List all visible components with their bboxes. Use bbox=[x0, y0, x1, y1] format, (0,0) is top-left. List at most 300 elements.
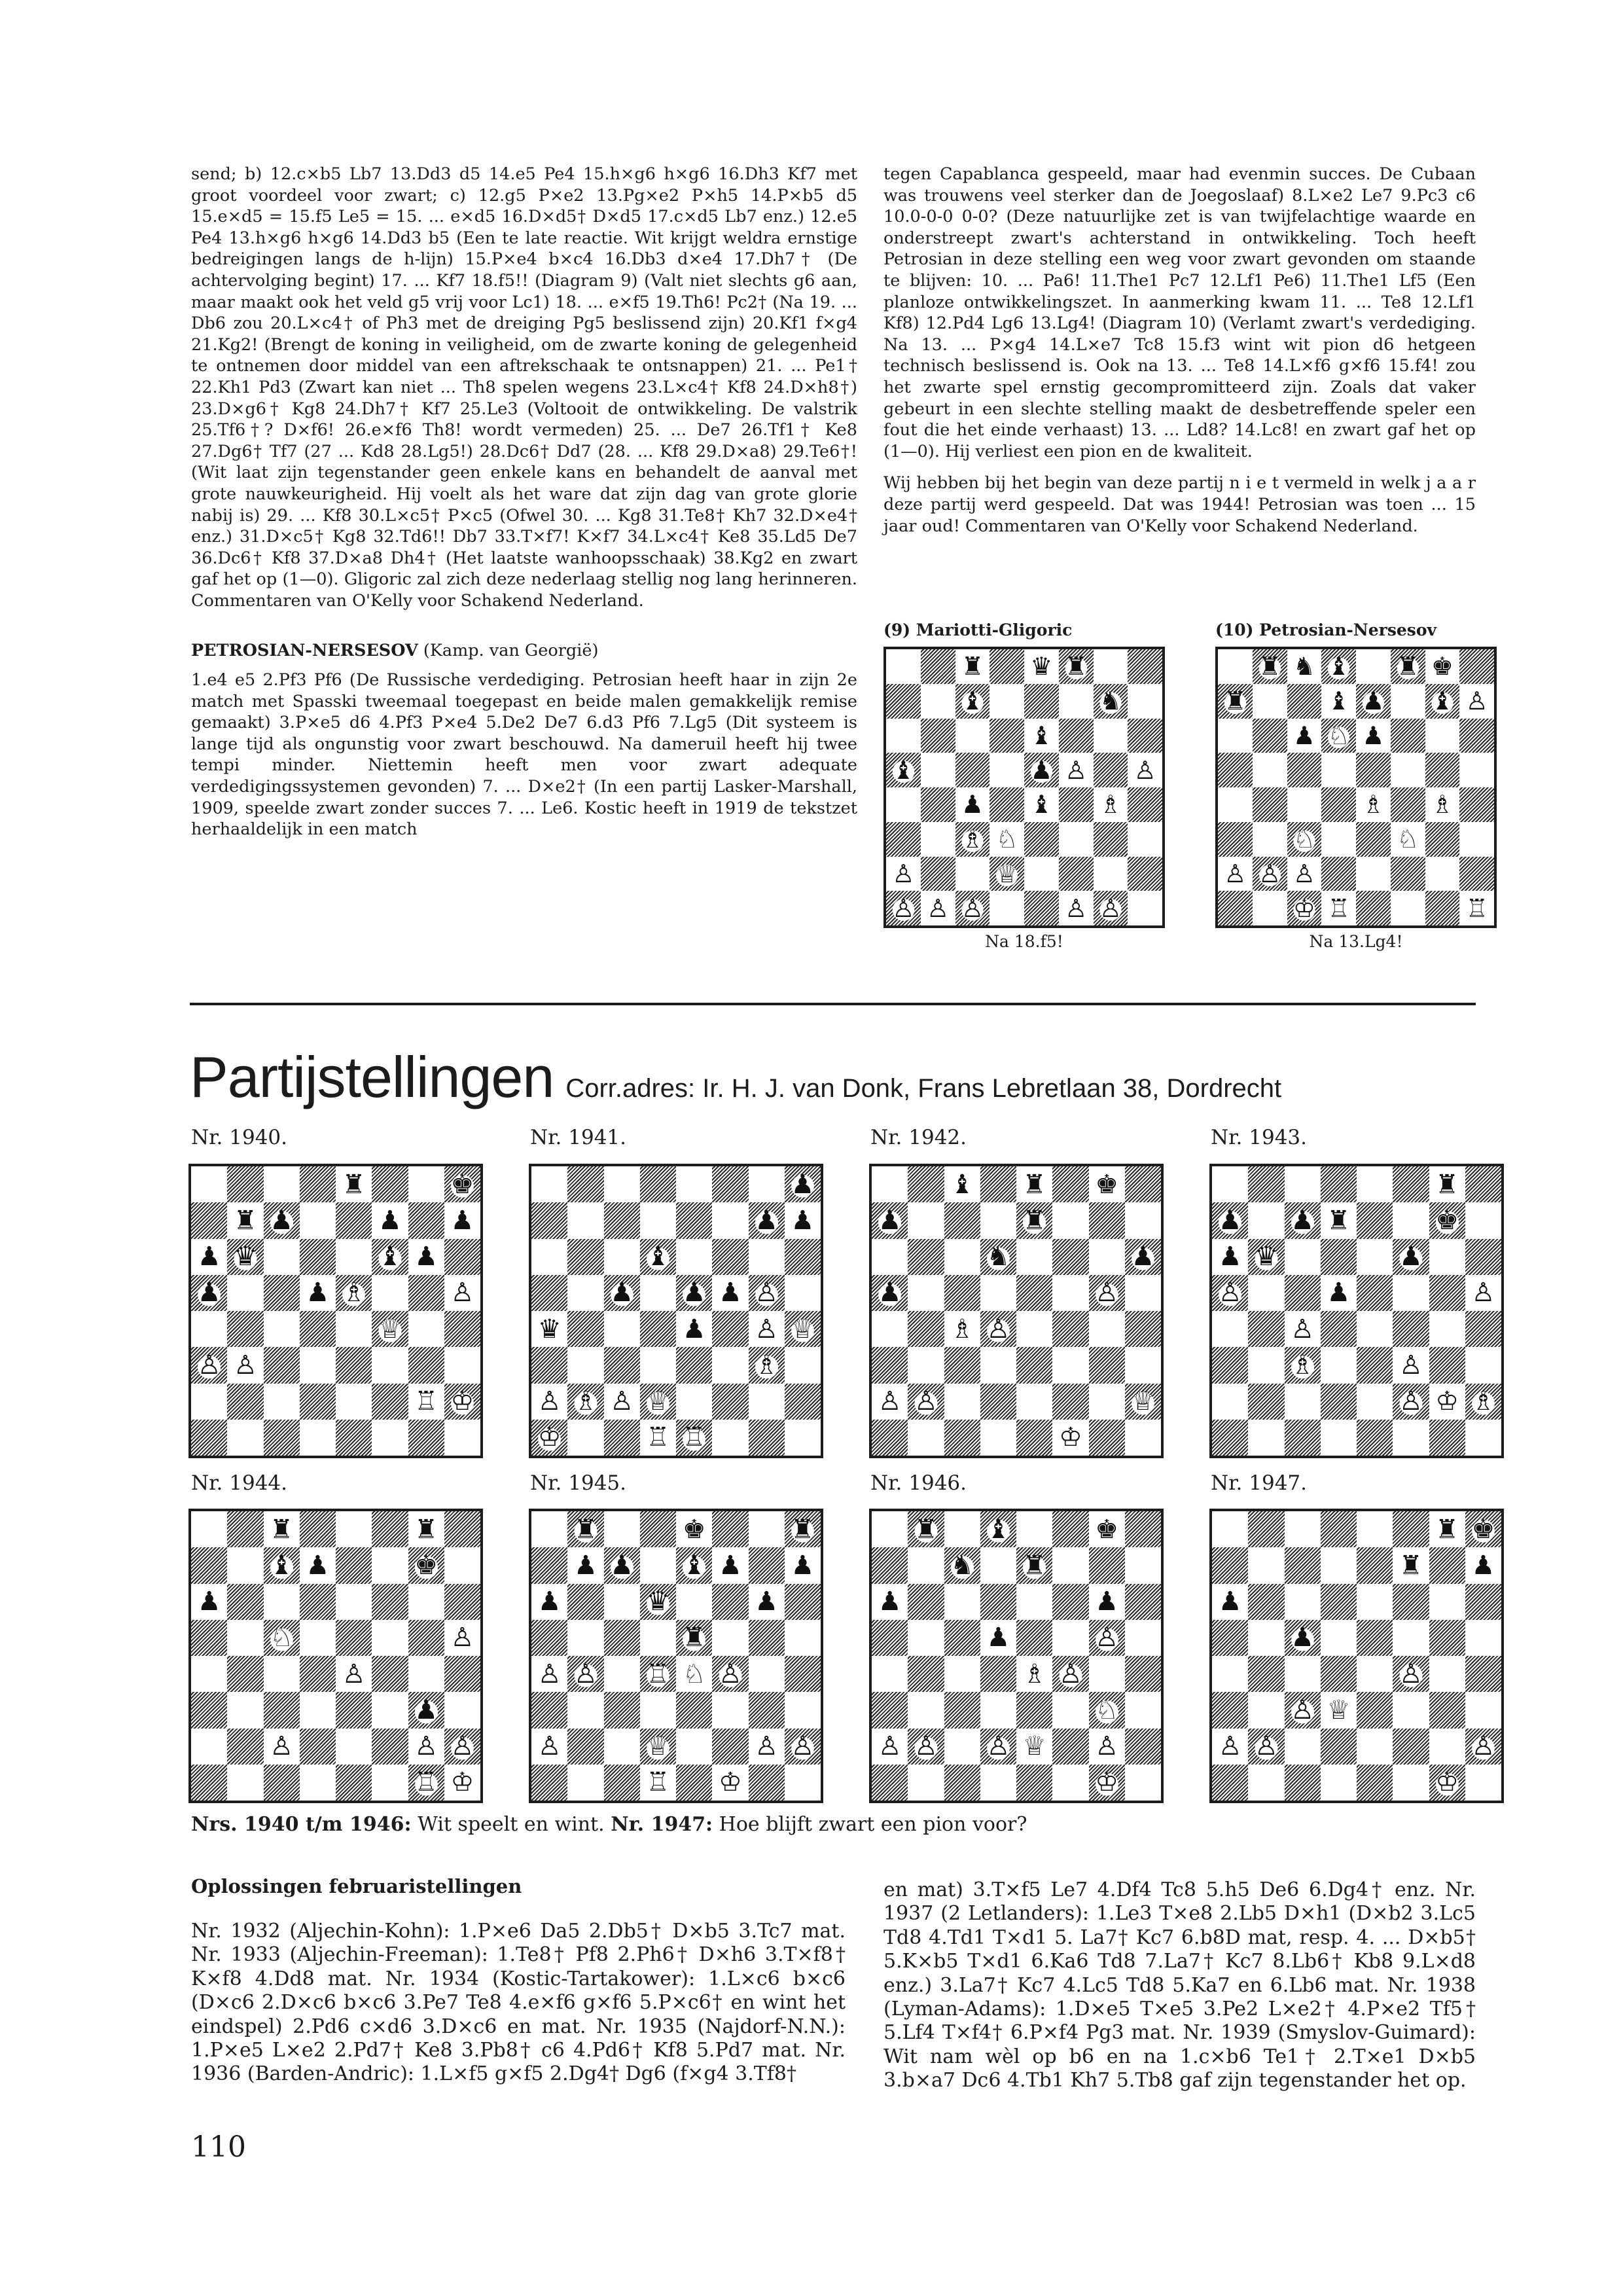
board-square bbox=[1089, 1765, 1125, 1801]
black-queen-icon: ♛ bbox=[640, 1584, 676, 1620]
chess-board-1947 bbox=[1209, 1509, 1504, 1803]
board-square bbox=[1429, 1620, 1465, 1656]
board-square bbox=[444, 1420, 480, 1456]
board-square bbox=[1059, 857, 1094, 891]
board-square bbox=[908, 1347, 944, 1383]
board-square bbox=[1024, 857, 1059, 891]
board-square bbox=[1125, 1547, 1161, 1583]
board-square bbox=[1212, 1656, 1248, 1692]
board-square bbox=[336, 1202, 372, 1238]
board-square bbox=[785, 1511, 821, 1547]
white-pawn-icon: ♙ bbox=[980, 1311, 1016, 1347]
black-pawn-icon: ♟ bbox=[531, 1584, 567, 1620]
black-pawn-icon: ♟ bbox=[1089, 1584, 1125, 1620]
board-square bbox=[227, 1511, 263, 1547]
board-square bbox=[1016, 1311, 1052, 1347]
board-square bbox=[1321, 822, 1356, 857]
board-square bbox=[676, 1384, 712, 1420]
white-bishop-icon: ♗ bbox=[567, 1384, 603, 1420]
white-pawn-icon: ♙ bbox=[1218, 857, 1253, 891]
board-square bbox=[980, 1656, 1016, 1692]
board-square bbox=[1052, 1729, 1088, 1765]
board-square bbox=[300, 1420, 336, 1456]
board-square bbox=[1016, 1202, 1052, 1238]
board-square bbox=[1393, 1547, 1429, 1583]
board-square bbox=[872, 1239, 908, 1275]
board-square bbox=[1248, 1692, 1284, 1728]
board-square bbox=[1253, 822, 1287, 857]
black-rook-icon: ♜ bbox=[785, 1511, 821, 1547]
board-square bbox=[676, 1420, 712, 1456]
black-pawn-icon: ♟ bbox=[1287, 719, 1322, 753]
board-square bbox=[1248, 1729, 1284, 1765]
board-square bbox=[921, 753, 955, 787]
board-square bbox=[749, 1347, 785, 1383]
black-pawn-icon: ♟ bbox=[1393, 1239, 1429, 1275]
board-square bbox=[1357, 1765, 1393, 1801]
white-rook-icon: ♖ bbox=[640, 1420, 676, 1456]
board-square bbox=[886, 753, 921, 787]
board-square bbox=[191, 1347, 227, 1383]
board-square bbox=[1248, 1275, 1284, 1311]
board-square bbox=[1253, 684, 1287, 719]
black-bishop-icon: ♝ bbox=[1024, 719, 1059, 753]
board-square bbox=[1425, 857, 1460, 891]
board-square bbox=[980, 1311, 1016, 1347]
white-pawn-icon: ♙ bbox=[227, 1347, 263, 1383]
white-bishop-icon: ♗ bbox=[1285, 1347, 1321, 1383]
board-square bbox=[921, 649, 955, 684]
black-bishop-icon: ♝ bbox=[640, 1239, 676, 1275]
board-square bbox=[408, 1765, 444, 1801]
board-square bbox=[567, 1692, 603, 1728]
white-bishop-icon: ♗ bbox=[944, 1311, 980, 1347]
board-square bbox=[908, 1275, 944, 1311]
board-square bbox=[1459, 891, 1494, 925]
board-square bbox=[872, 1765, 908, 1801]
white-pawn-icon: ♙ bbox=[408, 1729, 444, 1765]
board-square bbox=[749, 1420, 785, 1456]
black-pawn-icon: ♟ bbox=[408, 1239, 444, 1275]
puzzle-number: Nr. 1945. bbox=[530, 1471, 626, 1495]
board-square bbox=[1393, 1166, 1429, 1202]
board-square bbox=[886, 822, 921, 857]
board-square bbox=[908, 1692, 944, 1728]
board-square bbox=[300, 1511, 336, 1547]
board-square bbox=[1059, 891, 1094, 925]
white-pawn-icon: ♙ bbox=[712, 1656, 748, 1692]
board-square bbox=[227, 1547, 263, 1583]
black-king-icon: ♚ bbox=[1089, 1511, 1125, 1547]
white-king-icon: ♔ bbox=[1052, 1420, 1088, 1456]
board-square bbox=[1089, 1547, 1125, 1583]
task-text: Wit speelt en wint. bbox=[411, 1813, 611, 1836]
board-square bbox=[372, 1620, 408, 1656]
white-rook-icon: ♖ bbox=[640, 1765, 676, 1801]
board-square bbox=[886, 787, 921, 822]
board-square bbox=[1128, 891, 1162, 925]
board-square bbox=[944, 1729, 980, 1765]
board-square bbox=[676, 1239, 712, 1275]
puzzle-number: Nr. 1947. bbox=[1211, 1471, 1307, 1495]
chess-board-1942 bbox=[869, 1164, 1164, 1458]
black-pawn-icon: ♟ bbox=[1212, 1239, 1248, 1275]
board-square bbox=[872, 1729, 908, 1765]
board-square bbox=[1287, 822, 1322, 857]
board-square bbox=[1089, 1347, 1125, 1383]
board-square bbox=[227, 1166, 263, 1202]
black-pawn-icon: ♟ bbox=[1212, 1202, 1248, 1238]
diagram-move-label: Na 18.f5! bbox=[985, 932, 1063, 951]
board-square bbox=[604, 1547, 640, 1583]
board-square bbox=[1321, 1420, 1357, 1456]
board-square bbox=[227, 1420, 263, 1456]
board-square bbox=[785, 1311, 821, 1347]
board-square bbox=[1089, 1166, 1125, 1202]
board-square bbox=[408, 1347, 444, 1383]
article-note: Wij hebben bij het begin van deze partij n i e t vermeld in welk j a a r deze partij werd gespeeld. Dat was 1944! Petrosian was toen ... 15 jaar oud! Commentaren van O'Kelly voor Schakend Nederland. bbox=[883, 473, 1476, 536]
board-square bbox=[1357, 1547, 1393, 1583]
board-square bbox=[1212, 1620, 1248, 1656]
board-square bbox=[1357, 1311, 1393, 1347]
board-square bbox=[567, 1420, 603, 1456]
board-square bbox=[1089, 1620, 1125, 1656]
black-pawn-icon: ♟ bbox=[1125, 1239, 1161, 1275]
board-square bbox=[990, 822, 1024, 857]
white-bishop-icon: ♗ bbox=[955, 822, 990, 857]
board-square bbox=[408, 1511, 444, 1547]
board-square bbox=[785, 1166, 821, 1202]
board-square bbox=[1287, 787, 1322, 822]
board-square bbox=[749, 1692, 785, 1728]
white-queen-icon: ♕ bbox=[372, 1311, 408, 1347]
board-square bbox=[444, 1729, 480, 1765]
white-pawn-icon: ♙ bbox=[1052, 1656, 1088, 1692]
white-rook-icon: ♖ bbox=[640, 1656, 676, 1692]
board-square bbox=[1465, 1384, 1501, 1420]
board-square bbox=[1425, 649, 1460, 684]
board-square bbox=[1357, 1584, 1393, 1620]
board-square bbox=[1125, 1202, 1161, 1238]
board-square bbox=[872, 1384, 908, 1420]
board-square bbox=[300, 1202, 336, 1238]
black-knight-icon: ♞ bbox=[944, 1547, 980, 1583]
black-rook-icon: ♜ bbox=[1016, 1202, 1052, 1238]
board-square bbox=[1059, 649, 1094, 684]
board-square bbox=[604, 1620, 640, 1656]
board-square bbox=[1425, 753, 1460, 787]
board-square bbox=[676, 1656, 712, 1692]
board-square bbox=[980, 1275, 1016, 1311]
board-square bbox=[640, 1311, 676, 1347]
white-pawn-icon: ♙ bbox=[191, 1347, 227, 1383]
white-queen-icon: ♕ bbox=[1321, 1692, 1357, 1728]
white-pawn-icon: ♙ bbox=[1285, 1311, 1321, 1347]
board-square bbox=[1089, 1729, 1125, 1765]
board-square bbox=[1248, 1202, 1284, 1238]
board-square bbox=[1052, 1584, 1088, 1620]
section-divider bbox=[190, 1003, 1476, 1005]
board-square bbox=[336, 1347, 372, 1383]
board-square bbox=[1391, 787, 1425, 822]
white-rook-icon: ♖ bbox=[676, 1420, 712, 1456]
board-square bbox=[227, 1384, 263, 1420]
board-square bbox=[1024, 753, 1059, 787]
board-square bbox=[908, 1620, 944, 1656]
board-square bbox=[1052, 1547, 1088, 1583]
board-square bbox=[1016, 1384, 1052, 1420]
board-square bbox=[1016, 1729, 1052, 1765]
board-square bbox=[1052, 1656, 1088, 1692]
board-square bbox=[191, 1384, 227, 1420]
board-square bbox=[1285, 1275, 1321, 1311]
task-nr: Nr. 1947: bbox=[611, 1813, 713, 1836]
board-square bbox=[1125, 1311, 1161, 1347]
board-square bbox=[1052, 1311, 1088, 1347]
board-square bbox=[1016, 1347, 1052, 1383]
black-king-icon: ♚ bbox=[444, 1166, 480, 1202]
board-square bbox=[921, 719, 955, 753]
board-square bbox=[408, 1656, 444, 1692]
black-pawn-icon: ♟ bbox=[264, 1202, 300, 1238]
board-square bbox=[712, 1511, 748, 1547]
board-square bbox=[944, 1547, 980, 1583]
board-square bbox=[1285, 1239, 1321, 1275]
board-square bbox=[1125, 1584, 1161, 1620]
board-square bbox=[604, 1166, 640, 1202]
white-king-icon: ♔ bbox=[444, 1384, 480, 1420]
board-square bbox=[1321, 1620, 1357, 1656]
board-square bbox=[955, 753, 990, 787]
board-square bbox=[191, 1765, 227, 1801]
white-king-icon: ♔ bbox=[1089, 1765, 1125, 1801]
board-square bbox=[531, 1384, 567, 1420]
black-pawn-icon: ♟ bbox=[191, 1584, 227, 1620]
board-square bbox=[444, 1275, 480, 1311]
black-rook-icon: ♜ bbox=[567, 1511, 603, 1547]
board-square bbox=[1429, 1511, 1465, 1547]
black-king-icon: ♚ bbox=[1425, 649, 1460, 684]
board-square bbox=[1094, 684, 1128, 719]
board-square bbox=[1212, 1765, 1248, 1801]
black-queen-icon: ♛ bbox=[1024, 649, 1059, 684]
board-square bbox=[990, 857, 1024, 891]
board-square bbox=[640, 1584, 676, 1620]
board-square bbox=[1128, 753, 1162, 787]
board-square bbox=[1429, 1311, 1465, 1347]
white-queen-icon: ♕ bbox=[1016, 1729, 1052, 1765]
board-square bbox=[886, 891, 921, 925]
board-square bbox=[712, 1692, 748, 1728]
board-square bbox=[1248, 1584, 1284, 1620]
board-square bbox=[1321, 649, 1356, 684]
white-rook-icon: ♖ bbox=[408, 1384, 444, 1420]
board-square bbox=[1465, 1620, 1501, 1656]
board-square bbox=[227, 1202, 263, 1238]
board-square bbox=[1052, 1384, 1088, 1420]
board-square bbox=[640, 1547, 676, 1583]
board-square bbox=[676, 1547, 712, 1583]
board-square bbox=[444, 1347, 480, 1383]
black-pawn-icon: ♟ bbox=[712, 1275, 748, 1311]
board-square bbox=[1253, 753, 1287, 787]
board-square bbox=[191, 1692, 227, 1728]
board-square bbox=[191, 1656, 227, 1692]
board-square bbox=[955, 649, 990, 684]
board-square bbox=[1052, 1347, 1088, 1383]
board-square bbox=[785, 1347, 821, 1383]
board-square bbox=[749, 1729, 785, 1765]
white-pawn-icon: ♙ bbox=[908, 1384, 944, 1420]
board-square bbox=[749, 1166, 785, 1202]
white-bishop-icon: ♗ bbox=[1356, 787, 1391, 822]
board-square bbox=[908, 1765, 944, 1801]
black-rook-icon: ♜ bbox=[1253, 649, 1287, 684]
board-square bbox=[444, 1547, 480, 1583]
board-square bbox=[408, 1311, 444, 1347]
board-square bbox=[444, 1620, 480, 1656]
board-square bbox=[604, 1765, 640, 1801]
board-square bbox=[1128, 719, 1162, 753]
board-square bbox=[444, 1692, 480, 1728]
board-square bbox=[264, 1584, 300, 1620]
black-bishop-icon: ♝ bbox=[980, 1511, 1016, 1547]
white-queen-icon: ♕ bbox=[990, 857, 1024, 891]
board-square bbox=[980, 1584, 1016, 1620]
board-square bbox=[1052, 1692, 1088, 1728]
board-square bbox=[944, 1347, 980, 1383]
white-queen-icon: ♕ bbox=[785, 1311, 821, 1347]
board-square bbox=[567, 1166, 603, 1202]
diagram-caption: (9) Mariotti-Gligoric bbox=[883, 620, 1073, 639]
board-square bbox=[1285, 1656, 1321, 1692]
board-square bbox=[1016, 1584, 1052, 1620]
white-pawn-icon: ♙ bbox=[1059, 891, 1094, 925]
board-square bbox=[1356, 684, 1391, 719]
white-pawn-icon: ♙ bbox=[1287, 857, 1322, 891]
board-square bbox=[1459, 857, 1494, 891]
board-square bbox=[955, 857, 990, 891]
board-square bbox=[785, 1420, 821, 1456]
board-square bbox=[567, 1384, 603, 1420]
puzzle-number: Nr. 1940. bbox=[191, 1126, 287, 1149]
white-pawn-icon: ♙ bbox=[1253, 857, 1287, 891]
right-text-column bbox=[883, 164, 1476, 547]
board-square bbox=[1016, 1275, 1052, 1311]
board-square bbox=[1016, 1656, 1052, 1692]
board-square bbox=[444, 1765, 480, 1801]
board-square bbox=[908, 1656, 944, 1692]
black-pawn-icon: ♟ bbox=[785, 1166, 821, 1202]
black-pawn-icon: ♟ bbox=[300, 1547, 336, 1583]
board-square bbox=[886, 684, 921, 719]
board-square bbox=[1391, 857, 1425, 891]
correspondence-address: Corr.adres: Ir. H. J. van Donk, Frans Lebretlaan 38, Dordrecht bbox=[565, 1074, 1282, 1103]
board-square bbox=[640, 1729, 676, 1765]
board-square bbox=[980, 1239, 1016, 1275]
board-square bbox=[567, 1620, 603, 1656]
black-rook-icon: ♜ bbox=[1016, 1166, 1052, 1202]
board-square bbox=[712, 1311, 748, 1347]
board-square bbox=[1212, 1239, 1248, 1275]
chess-board-1944 bbox=[188, 1509, 483, 1803]
black-bishop-icon: ♝ bbox=[1425, 684, 1460, 719]
board-square bbox=[749, 1384, 785, 1420]
board-square bbox=[872, 1511, 908, 1547]
black-rook-icon: ♜ bbox=[1059, 649, 1094, 684]
black-pawn-icon: ♟ bbox=[1212, 1584, 1248, 1620]
board-square bbox=[872, 1311, 908, 1347]
white-pawn-icon: ♙ bbox=[872, 1384, 908, 1420]
board-square bbox=[1393, 1347, 1429, 1383]
board-square bbox=[1393, 1729, 1429, 1765]
board-square bbox=[567, 1202, 603, 1238]
board-square bbox=[1429, 1239, 1465, 1275]
black-rook-icon: ♜ bbox=[908, 1511, 944, 1547]
board-square bbox=[1016, 1166, 1052, 1202]
board-square bbox=[191, 1547, 227, 1583]
board-square bbox=[408, 1729, 444, 1765]
board-square bbox=[264, 1692, 300, 1728]
diagram-caption: (10) Petrosian-Nersesov bbox=[1215, 620, 1437, 639]
puzzles-title: Partijstellingen bbox=[190, 1045, 554, 1109]
board-square bbox=[1459, 822, 1494, 857]
board-square bbox=[1321, 1311, 1357, 1347]
board-square bbox=[1285, 1765, 1321, 1801]
board-square bbox=[1125, 1511, 1161, 1547]
board-square bbox=[1059, 719, 1094, 753]
board-square bbox=[676, 1275, 712, 1311]
board-square bbox=[1429, 1765, 1465, 1801]
board-square bbox=[531, 1584, 567, 1620]
board-square bbox=[1125, 1620, 1161, 1656]
board-square bbox=[944, 1692, 980, 1728]
black-rook-icon: ♜ bbox=[1429, 1166, 1465, 1202]
white-pawn-icon: ♙ bbox=[886, 857, 921, 891]
board-square bbox=[908, 1547, 944, 1583]
board-square bbox=[1052, 1166, 1088, 1202]
board-square bbox=[1285, 1202, 1321, 1238]
board-square bbox=[980, 1511, 1016, 1547]
black-pawn-icon: ♟ bbox=[872, 1584, 908, 1620]
board-square bbox=[785, 1620, 821, 1656]
board-square bbox=[1393, 1656, 1429, 1692]
white-pawn-icon: ♙ bbox=[785, 1729, 821, 1765]
board-square bbox=[1016, 1620, 1052, 1656]
board-square bbox=[264, 1511, 300, 1547]
board-square bbox=[300, 1347, 336, 1383]
board-square bbox=[640, 1275, 676, 1311]
board-square bbox=[1459, 719, 1494, 753]
white-pawn-icon: ♙ bbox=[1393, 1656, 1429, 1692]
board-square bbox=[336, 1656, 372, 1692]
board-square bbox=[300, 1239, 336, 1275]
board-square bbox=[1248, 1347, 1284, 1383]
diagram-9 bbox=[883, 620, 1165, 951]
board-square bbox=[1128, 787, 1162, 822]
board-square bbox=[567, 1347, 603, 1383]
puzzle-number: Nr. 1941. bbox=[530, 1126, 626, 1149]
board-square bbox=[408, 1166, 444, 1202]
board-square bbox=[372, 1384, 408, 1420]
board-square bbox=[1285, 1384, 1321, 1420]
black-rook-icon: ♜ bbox=[1016, 1547, 1052, 1583]
board-square bbox=[712, 1275, 748, 1311]
board-square bbox=[980, 1729, 1016, 1765]
board-square bbox=[1425, 684, 1460, 719]
board-square bbox=[531, 1511, 567, 1547]
board-square bbox=[604, 1584, 640, 1620]
